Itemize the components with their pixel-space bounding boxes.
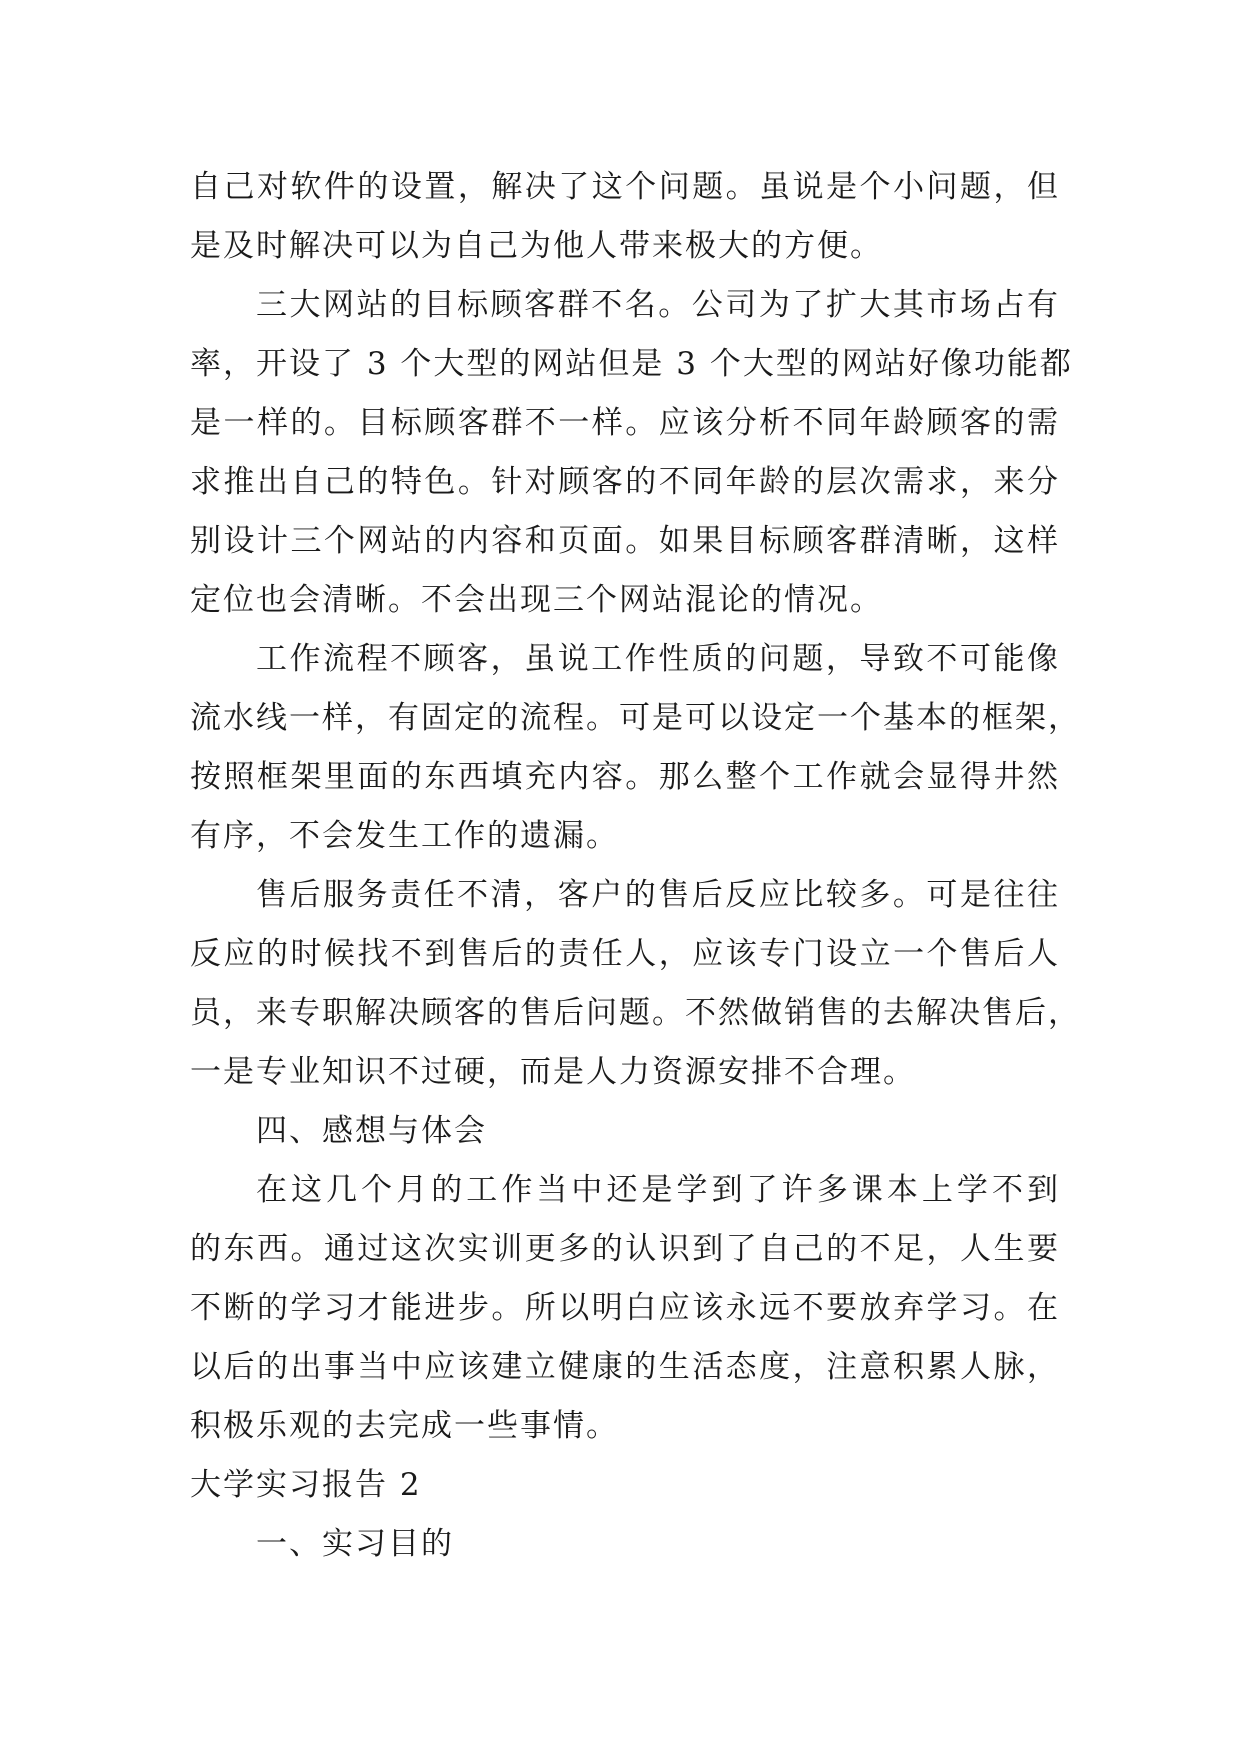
paragraph (190, 276, 1073, 630)
document-body (190, 158, 1081, 1574)
paragraph (190, 1161, 1060, 1456)
section-heading (190, 1102, 1060, 1161)
paragraph-line: 是一样的。目标顾客群不一样。应该分析不同年龄顾客的需 (190, 405, 1060, 441)
paragraph-line: 的东西。通过这次实训更多的认识到了自己的不足，人生要 (190, 1231, 1060, 1267)
paragraph-line: 率，开设了 3 个大型的网站但是 3 个大型的网站好像功能都 (190, 346, 1073, 382)
paragraph (190, 866, 1081, 1102)
heading-text: 一、实习目的 (256, 1526, 454, 1562)
paragraph-line: 工作流程不顾客，虽说工作性质的问题，导致不可能像 (256, 641, 1060, 677)
paragraph-line: 求推出自己的特色。针对顾客的不同年龄的层次需求，来分 (190, 464, 1060, 500)
paragraph-line: 以后的出事当中应该建立健康的生活态度，注意积累人脉， (190, 1349, 1060, 1385)
heading-text: 大学实习报告 2 (190, 1467, 422, 1503)
paragraph-line: 三大网站的目标顾客群不名。公司为了扩大其市场占有 (256, 287, 1060, 323)
paragraph-line: 积极乐观的去完成一些事情。 (190, 1408, 619, 1444)
paragraph-line: 定位也会清晰。不会出现三个网站混论的情况。 (190, 582, 883, 618)
paragraph-line: 自己对软件的设置，解决了这个问题。虽说是个小问题，但 (190, 169, 1060, 205)
paragraph-line: 按照框架里面的东西填充内容。那么整个工作就会显得井然 (190, 759, 1060, 795)
paragraph-line: 别设计三个网站的内容和页面。如果目标顾客群清晰，这样 (190, 523, 1060, 559)
paragraph (190, 630, 1081, 866)
section-heading (190, 1515, 1060, 1574)
paragraph-line: 售后服务责任不清，客户的售后反应比较多。可是往往 (256, 877, 1060, 913)
paragraph-line: 流水线一样，有固定的流程。可是可以设定一个基本的框架， (190, 700, 1081, 736)
paragraph-line: 是及时解决可以为自己为他人带来极大的方便。 (190, 228, 883, 264)
paragraph-line: 员，来专职解决顾客的售后问题。不然做销售的去解决售后， (190, 995, 1081, 1031)
paragraph-line: 在这几个月的工作当中还是学到了许多课本上学不到 (256, 1172, 1060, 1208)
section-heading (190, 1456, 1060, 1515)
paragraph-line: 反应的时候找不到售后的责任人，应该专门设立一个售后人 (190, 936, 1060, 972)
paragraph-line: 一是专业知识不过硬，而是人力资源安排不合理。 (190, 1054, 916, 1090)
paragraph-line: 不断的学习才能进步。所以明白应该永远不要放弃学习。在 (190, 1290, 1060, 1326)
heading-text: 四、感想与体会 (256, 1113, 487, 1149)
paragraph (190, 158, 1060, 276)
paragraph-line: 有序，不会发生工作的遗漏。 (190, 818, 619, 854)
